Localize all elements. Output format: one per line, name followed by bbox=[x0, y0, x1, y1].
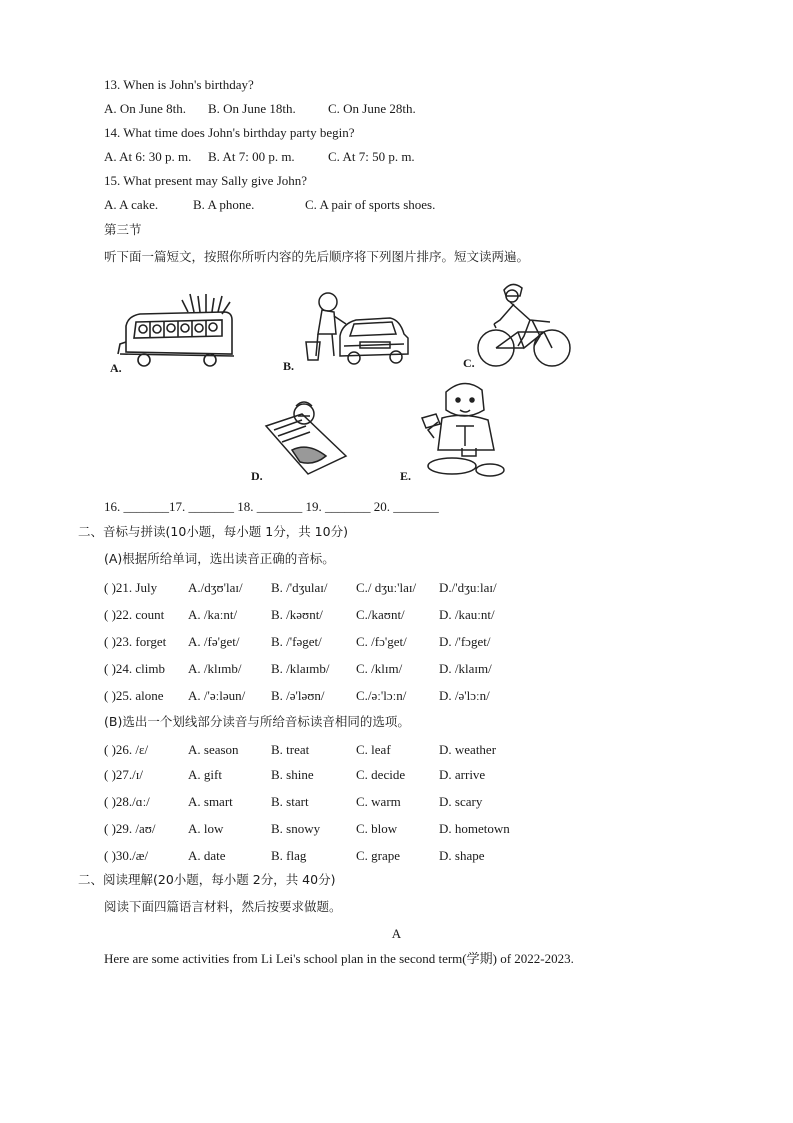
reading-instruction: 阅读下面四篇语言材料，然后按要求做题。 bbox=[104, 899, 342, 914]
question-26-option-b[interactable]: B. treat bbox=[271, 742, 310, 757]
question-21-option-d[interactable]: D./'dʒuːlaɪ/ bbox=[439, 580, 497, 595]
section-3-instruction: 听下面一篇短文，按照你所听内容的先后顺序将下列图片排序。短文读两遍。 bbox=[104, 249, 530, 264]
picture-e-label: E. bbox=[400, 469, 412, 483]
boy-eating-icon bbox=[416, 374, 510, 482]
cyclist-icon bbox=[474, 280, 574, 370]
question-15-option-c[interactable]: C. A pair of sports shoes. bbox=[305, 197, 436, 212]
question-23-option-b[interactable]: B. /'fəget/ bbox=[271, 634, 322, 649]
question-28-option-c[interactable]: C. warm bbox=[356, 794, 401, 809]
question-24-option-d[interactable]: D. /klaɪm/ bbox=[439, 661, 492, 676]
question-14-option-b[interactable]: B. At 7: 00 p. m. bbox=[208, 149, 295, 164]
question-13-option-c[interactable]: C. On June 28th. bbox=[328, 101, 416, 116]
question-15-option-b[interactable]: B. A phone. bbox=[193, 197, 255, 212]
question-26: ( )26. /ɛ/ bbox=[104, 742, 149, 757]
question-25-option-d[interactable]: D. /ə'lɔːn/ bbox=[439, 688, 490, 703]
question-30-option-b[interactable]: B. flag bbox=[271, 848, 307, 863]
picture-a-label: A. bbox=[110, 361, 122, 375]
question-26-option-c[interactable]: C. leaf bbox=[356, 742, 391, 757]
question-28-option-d[interactable]: D. scary bbox=[439, 794, 483, 809]
question-21-option-a[interactable]: A./dʒʊ'laɪ/ bbox=[188, 580, 243, 595]
question-25-option-b[interactable]: B. /ə'ləʊn/ bbox=[271, 688, 325, 703]
question-29-option-d[interactable]: D. hometown bbox=[439, 821, 510, 836]
picture-d-label: D. bbox=[251, 469, 263, 483]
question-30-option-a[interactable]: A. date bbox=[188, 848, 226, 863]
question-13-option-b[interactable]: B. On June 18th. bbox=[208, 101, 296, 116]
phonetics-part-a-instruction: (A)根据所给单词，选出读音正确的音标。 bbox=[104, 551, 335, 566]
question-22-option-b[interactable]: B. /kəʊnt/ bbox=[271, 607, 323, 622]
picture-b-label: B. bbox=[283, 359, 295, 373]
question-22: ( )22. count bbox=[104, 607, 165, 622]
question-15-stem: 15. What present may Sally give John? bbox=[104, 173, 308, 188]
question-13-option-a[interactable]: A. On June 8th. bbox=[104, 101, 186, 116]
question-26-option-a[interactable]: A. season bbox=[188, 742, 239, 757]
passage-label: A bbox=[391, 926, 402, 941]
reading-heading: 二、阅读理解(20小题，每小题 2分，共 40分) bbox=[78, 872, 336, 887]
question-25-option-a[interactable]: A. /'əːləun/ bbox=[188, 688, 246, 703]
question-30: ( )30./æ/ bbox=[104, 848, 149, 863]
question-15-option-a[interactable]: A. A cake. bbox=[104, 197, 159, 212]
question-29-option-a[interactable]: A. low bbox=[188, 821, 224, 836]
question-21-option-b[interactable]: B. /'dʒulaɪ/ bbox=[271, 580, 328, 595]
question-24-option-a[interactable]: A. /klɪmb/ bbox=[188, 661, 242, 676]
question-29-option-b[interactable]: B. snowy bbox=[271, 821, 321, 836]
question-27: ( )27./ɪ/ bbox=[104, 767, 143, 782]
question-14-stem: 14. What time does John's birthday party begin? bbox=[104, 125, 355, 140]
question-22-option-a[interactable]: A. /kaːnt/ bbox=[188, 607, 238, 622]
question-21: ( )21. July bbox=[104, 580, 158, 595]
question-28-option-a[interactable]: A. smart bbox=[188, 794, 233, 809]
question-23-option-d[interactable]: D. /'fɔget/ bbox=[439, 634, 491, 649]
question-24: ( )24. climb bbox=[104, 661, 166, 676]
question-30-option-d[interactable]: D. shape bbox=[439, 848, 485, 863]
question-27-option-a[interactable]: A. gift bbox=[188, 767, 222, 782]
question-25-option-c[interactable]: C./əː'lɔːn/ bbox=[356, 688, 407, 703]
question-23-option-c[interactable]: C. /fɔ'get/ bbox=[356, 634, 407, 649]
phonetics-heading: 二、音标与拼读(10小题，每小题 1分，共 10分) bbox=[78, 524, 348, 539]
question-29-option-c[interactable]: C. blow bbox=[356, 821, 398, 836]
question-24-option-b[interactable]: B. /klaɪmb/ bbox=[271, 661, 330, 676]
question-14-option-a[interactable]: A. At 6: 30 p. m. bbox=[104, 149, 192, 164]
question-25: ( )25. alone bbox=[104, 688, 164, 703]
question-21-option-c[interactable]: C./ dʒuː'laɪ/ bbox=[356, 580, 417, 595]
question-30-option-c[interactable]: C. grape bbox=[356, 848, 401, 863]
question-27-option-d[interactable]: D. arrive bbox=[439, 767, 486, 782]
question-28-option-b[interactable]: B. start bbox=[271, 794, 309, 809]
section-3-title: 第三节 bbox=[104, 222, 142, 237]
question-13-stem: 13. When is John's birthday? bbox=[104, 77, 254, 92]
picture-c-label: C. bbox=[463, 356, 475, 370]
question-22-option-c[interactable]: C./kaʊnt/ bbox=[356, 607, 405, 622]
question-27-option-c[interactable]: C. decide bbox=[356, 767, 406, 782]
car-washing-icon bbox=[296, 290, 416, 370]
phonetics-part-b-instruction: (B)选出一个划线部分读音与所给音标读音相同的选项。 bbox=[104, 714, 410, 729]
bus-icon bbox=[112, 292, 242, 374]
answer-blanks-16-20[interactable]: 16. _______17. _______ 18. _______ 19. _______ 20. _______ bbox=[104, 499, 439, 514]
question-23-option-a[interactable]: A. /fə'get/ bbox=[188, 634, 240, 649]
question-27-option-b[interactable]: B. shine bbox=[271, 767, 314, 782]
question-23: ( )23. forget bbox=[104, 634, 167, 649]
question-22-option-d[interactable]: D. /kauːnt/ bbox=[439, 607, 495, 622]
passage-intro: Here are some activities from Li Lei's school plan in the second term(学期) of 2022-2023. bbox=[104, 951, 574, 966]
newspaper-reader-icon bbox=[262, 396, 350, 476]
question-28: ( )28./ɑː/ bbox=[104, 794, 150, 809]
question-14-option-c[interactable]: C. At 7: 50 p. m. bbox=[328, 149, 415, 164]
question-24-option-c[interactable]: C. /klɪm/ bbox=[356, 661, 403, 676]
question-26-option-d[interactable]: D. weather bbox=[439, 742, 497, 757]
question-29: ( )29. /aʊ/ bbox=[104, 821, 156, 836]
